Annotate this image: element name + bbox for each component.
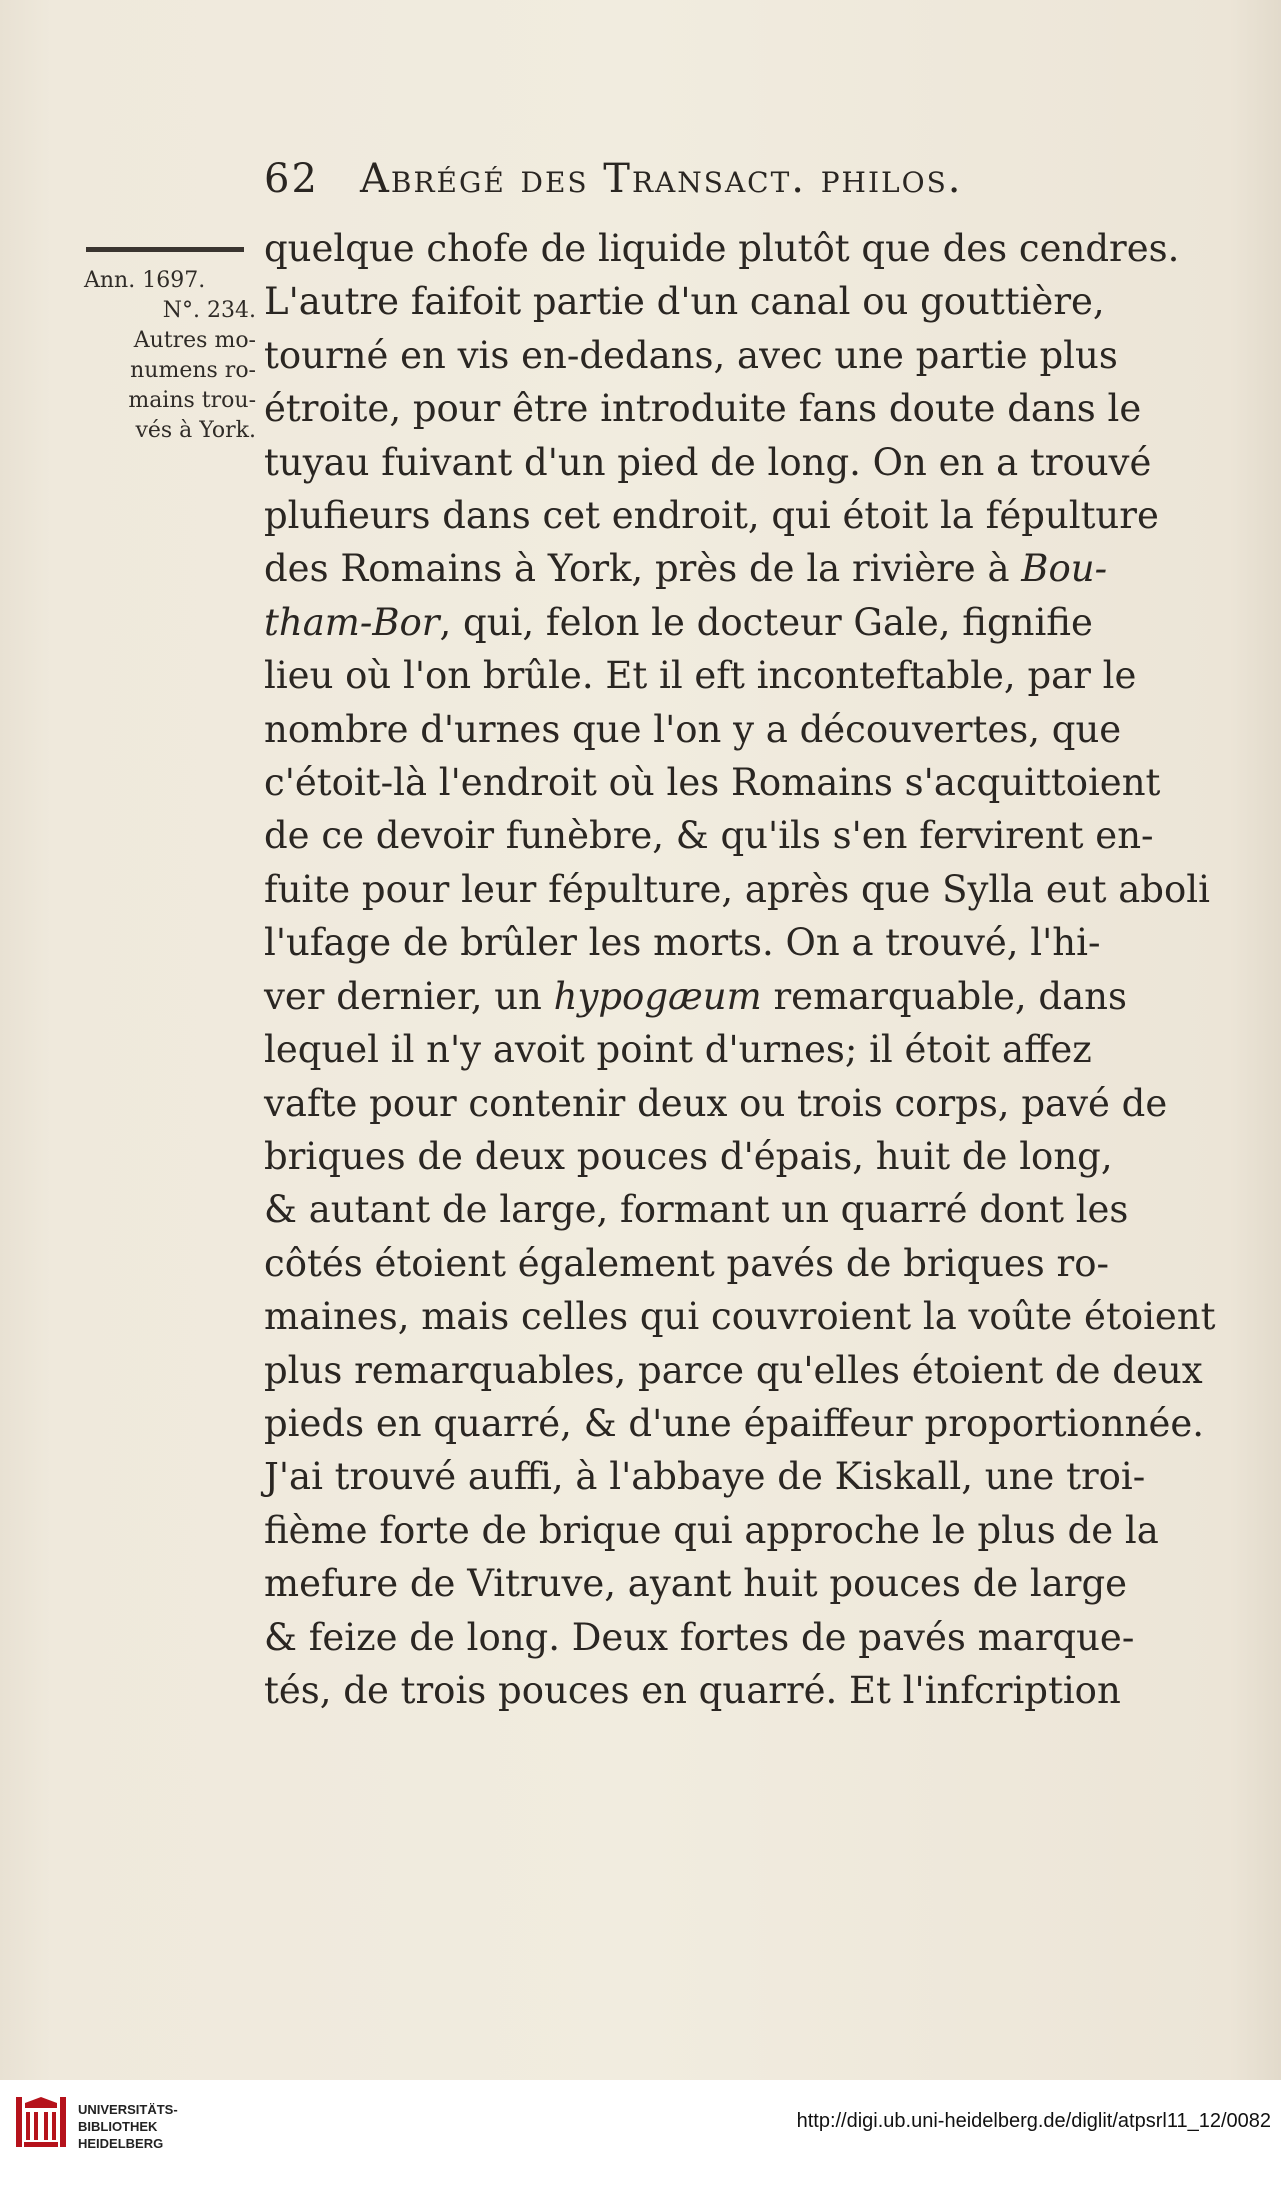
text-line: fuite pour leur fépulture, après que Sylla eut aboli [264,867,1210,911]
text-line: côtés étoient également pavés de briques ro- [264,1241,1110,1285]
text-segment: ver dernier, un [264,974,554,1018]
italic-place-name: Bou- [1021,547,1108,591]
footer-bar [0,2080,1281,2196]
marginal-year: Ann. 1697. [84,268,206,293]
text-line: plufieurs dans cet endroit, qui étoit la fépulture [264,494,1159,538]
university-seal-icon [12,2093,70,2151]
body-text [264,222,1216,1717]
page-header [264,156,1024,216]
text-line: étroite, pour être introduite fans doute dans le [264,387,1142,431]
text-line [264,596,1164,649]
text-segment: , qui, felon le docteur Gale, fignifie [439,600,1093,644]
text-line: lequel il n'y avoit point d'urnes; il étoit affez [264,1028,1092,1072]
italic-place-name: tham-Bor [264,600,440,644]
library-name [78,2101,178,2152]
text-line: tuyau fuivant d'un pied de long. On en a trouvé [264,440,1152,484]
italic-term: hypogæum [553,974,762,1018]
marginal-note-line: Autres mo- [133,328,256,353]
text-line: tés, de trois pouces en quarré. Et l'infcription [264,1668,1121,1712]
text-line: lieu où l'on brûle. Et il eft inconteftable, par le [264,654,1137,698]
library-name-line: HEIDELBERG [78,2136,164,2151]
text-segment: des Romains à York, près de la rivière à [264,547,1022,591]
text-segment: remarquable, dans [761,974,1127,1018]
page-number: 62 [264,156,319,202]
text-line: nombre d'urnes que l'on y a découvertes, que [264,707,1122,751]
running-title: Abrégé des Transact. philos. [360,156,963,202]
text-line: & feize de long. Deux fortes de pavés marque- [264,1615,1135,1659]
marginal-number: N°. 234. [162,298,256,323]
marginal-note-line: vés à York. [135,418,256,443]
text-line: quelque chofe de liquide plutôt que des cendres. [264,227,1180,270]
text-line: pieds en quarré, & d'une épaiffeur proportionnée. [264,1401,1204,1445]
text-line: fième forte de brique qui approche le plus de la [264,1508,1159,1552]
text-line: plus remarquables, parce qu'elles étoient de deux [264,1348,1203,1392]
source-url-link[interactable]: http://digi.ub.uni-heidelberg.de/diglit/atpsrl11_12/0082 [796,2110,1271,2132]
text-line: maines, mais celles qui couvroient la voûte étoient [264,1295,1216,1339]
text-line: J'ai trouvé auffi, à l'abbaye de Kiskall, une troi- [264,1455,1146,1499]
text-line: l'ufage de brûler les morts. On a trouvé, l'hi- [264,921,1101,965]
text-line: tourné en vis en-dedans, avec une partie plus [264,333,1118,377]
marginal-rule [86,247,244,252]
text-line [264,542,1164,595]
text-line: mefure de Vitruve, ayant huit pouces de large [264,1562,1128,1606]
text-line: de ce devoir funèbre, & qu'ils s'en fervirent en- [264,814,1154,858]
marginal-note-line: mains trou- [128,388,256,413]
text-line: & autant de large, formant un quarré dont les [264,1188,1129,1232]
text-line: briques de deux pouces d'épais, huit de long, [264,1134,1113,1178]
text-line: c'étoit-là l'endroit où les Romains s'acquittoient [264,761,1161,805]
library-name-line: BIBLIOTHEK [78,2119,158,2134]
library-name-line: UNIVERSITÄTS- [78,2102,178,2117]
text-line: vafte pour contenir deux ou trois corps, pavé de [264,1081,1168,1125]
marginal-note-line: numens ro- [130,358,256,383]
text-line: L'autre faifoit partie d'un canal ou gouttière, [264,280,1105,324]
marginal-note [60,266,256,446]
text-line [264,970,1164,1023]
